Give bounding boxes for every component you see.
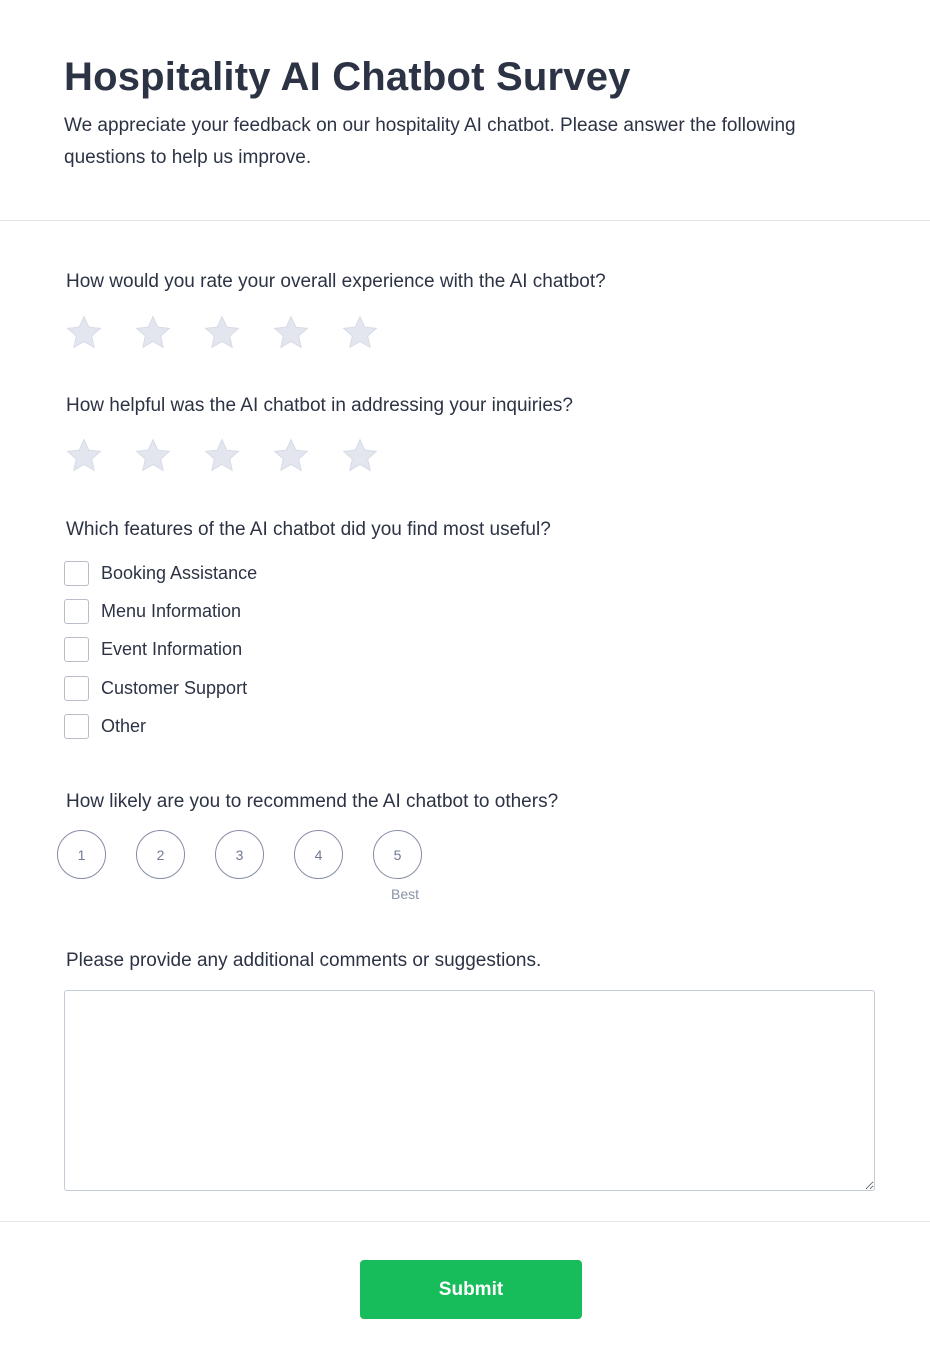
option-label: Event Information xyxy=(101,639,243,660)
star-icon[interactable] xyxy=(340,313,380,353)
checkbox[interactable] xyxy=(64,714,89,739)
recommend-scale xyxy=(57,830,452,879)
option-event-information[interactable] xyxy=(64,631,257,669)
overall-rating-stars xyxy=(64,313,409,353)
checkbox[interactable] xyxy=(64,561,89,586)
checkbox[interactable] xyxy=(64,637,89,662)
scale-option-5[interactable]: 5 xyxy=(373,830,422,879)
helpfulness-rating-stars xyxy=(64,436,409,476)
star-icon[interactable] xyxy=(64,436,104,476)
checkbox[interactable] xyxy=(64,676,89,701)
star-icon[interactable] xyxy=(202,436,242,476)
page-title: Hospitality AI Chatbot Survey xyxy=(64,55,631,99)
submit-button[interactable]: Submit xyxy=(360,1260,582,1319)
checkbox[interactable] xyxy=(64,599,89,624)
scale-option-2[interactable]: 2 xyxy=(136,830,185,879)
star-icon[interactable] xyxy=(133,436,173,476)
scale-option-4[interactable]: 4 xyxy=(294,830,343,879)
footer-divider xyxy=(0,1221,930,1222)
option-label: Customer Support xyxy=(101,677,248,698)
scale-option-3[interactable]: 3 xyxy=(215,830,264,879)
star-icon[interactable] xyxy=(133,313,173,353)
scale-best-label: Best xyxy=(391,886,420,902)
survey-header xyxy=(0,0,930,221)
star-icon[interactable] xyxy=(340,436,380,476)
comments-textarea[interactable] xyxy=(64,990,875,1191)
option-label: Booking Assistance xyxy=(101,562,258,583)
option-other[interactable] xyxy=(64,707,257,745)
star-icon[interactable] xyxy=(202,313,242,353)
question-helpfulness: How helpful was the AI chatbot in addressing your inquiries? xyxy=(66,395,573,416)
star-icon[interactable] xyxy=(64,313,104,353)
question-overall-rating: How would you rate your overall experience with the AI chatbot? xyxy=(66,271,606,292)
scale-option-1[interactable]: 1 xyxy=(57,830,106,879)
page-subtitle: We appreciate your feedback on our hospitality AI chatbot. Please answer the following questions to help us improve. xyxy=(64,115,796,168)
option-booking-assistance[interactable] xyxy=(64,554,257,592)
star-icon[interactable] xyxy=(271,313,311,353)
option-label: Menu Information xyxy=(101,600,242,621)
question-comments: Please provide any additional comments or suggestions. xyxy=(66,950,542,971)
star-icon[interactable] xyxy=(271,436,311,476)
question-useful-features: Which features of the AI chatbot did you find most useful? xyxy=(66,519,551,540)
question-recommend: How likely are you to recommend the AI chatbot to others? xyxy=(66,791,559,812)
option-menu-information[interactable] xyxy=(64,592,257,630)
features-checkbox-group xyxy=(64,554,257,745)
option-label: Other xyxy=(101,715,147,736)
option-customer-support[interactable] xyxy=(64,669,257,707)
